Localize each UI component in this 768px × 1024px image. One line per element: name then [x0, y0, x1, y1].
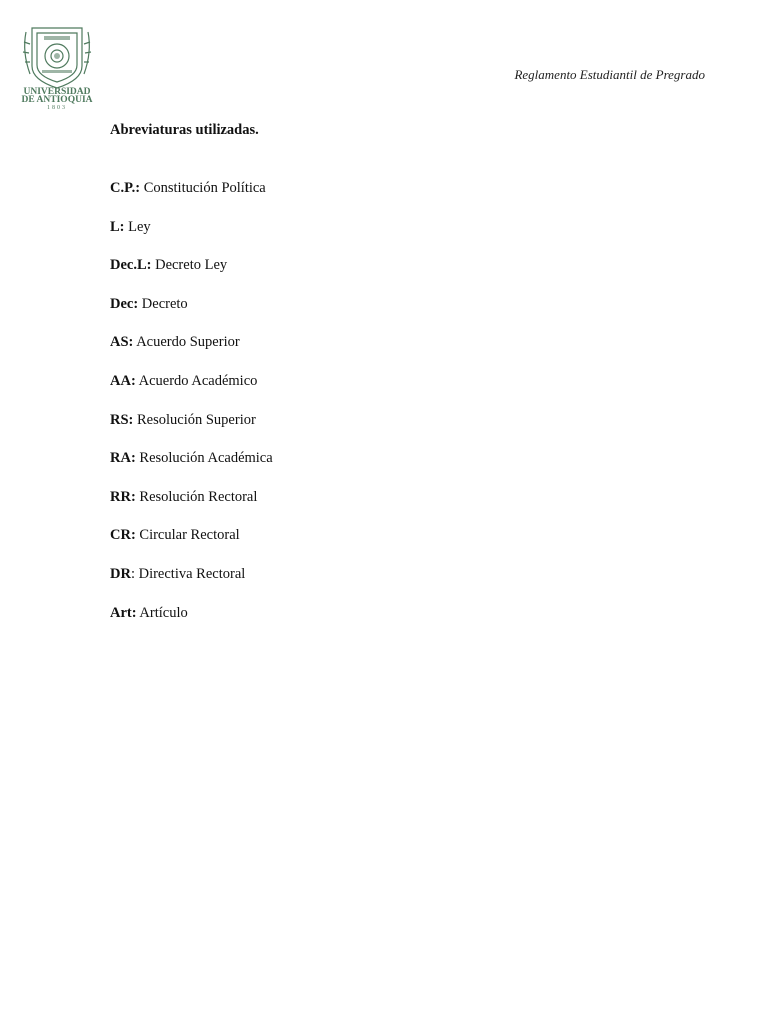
- abbreviation-code: RR:: [110, 488, 136, 505]
- university-logo: [20, 22, 94, 110]
- abbreviation-meaning: Resolución Académica: [135, 450, 273, 467]
- abbreviation-meaning: Ley: [124, 218, 151, 235]
- abbreviation-item: [110, 372, 273, 411]
- abbreviation-item: [110, 488, 273, 527]
- university-seal-icon: [20, 22, 94, 110]
- abbreviations-list: [110, 179, 273, 642]
- abbreviation-item: [110, 179, 273, 218]
- abbreviation-code: Dec:: [110, 295, 139, 312]
- abbreviation-item: [110, 526, 273, 565]
- abbreviation-meaning: Decreto: [138, 295, 188, 312]
- abbreviation-item: [110, 218, 273, 257]
- abbreviation-meaning: Artículo: [136, 604, 188, 621]
- abbreviation-item: [110, 333, 273, 372]
- abbreviation-code: Dec.L:: [110, 257, 152, 274]
- abbreviation-code: C.P.:: [110, 180, 141, 196]
- abbreviation-meaning: Circular Rectoral: [135, 527, 240, 544]
- abbreviation-item: [110, 565, 273, 604]
- abbreviation-code: AA:: [110, 372, 136, 389]
- abbreviation-meaning: Resolución Rectoral: [135, 488, 258, 505]
- abbreviation-code: AS:: [110, 334, 134, 351]
- abbreviation-code: CR:: [110, 527, 136, 544]
- abbreviation-meaning: Constitución Política: [140, 180, 266, 196]
- abbreviation-code: Art:: [110, 604, 137, 621]
- logo-year: 1803: [47, 105, 67, 110]
- abbreviation-item: [110, 604, 273, 643]
- abbreviation-item: [110, 256, 273, 295]
- abbreviation-meaning: Acuerdo Superior: [133, 334, 240, 351]
- document-title: Reglamento Estudiantil de Pregrado: [514, 67, 705, 82]
- abbreviation-code: L:: [110, 218, 125, 235]
- abbreviation-meaning: : Directiva Rectoral: [130, 565, 246, 582]
- abbreviation-code: RA:: [110, 450, 136, 467]
- abbreviation-item: [110, 411, 273, 450]
- section-title: Abreviaturas utilizadas.: [110, 122, 259, 138]
- abbreviation-code: DR: [110, 565, 131, 582]
- logo-line-1: UNIVERSIDAD: [23, 87, 91, 97]
- abbreviation-item: [110, 449, 273, 488]
- abbreviation-meaning: Resolución Superior: [133, 411, 256, 428]
- logo-line-2: DE ANTIOQUIA: [21, 95, 93, 105]
- abbreviation-meaning: Decreto Ley: [151, 257, 228, 274]
- abbreviation-item: [110, 295, 273, 334]
- abbreviation-code: RS:: [110, 411, 134, 428]
- abbreviation-meaning: Acuerdo Académico: [135, 372, 258, 389]
